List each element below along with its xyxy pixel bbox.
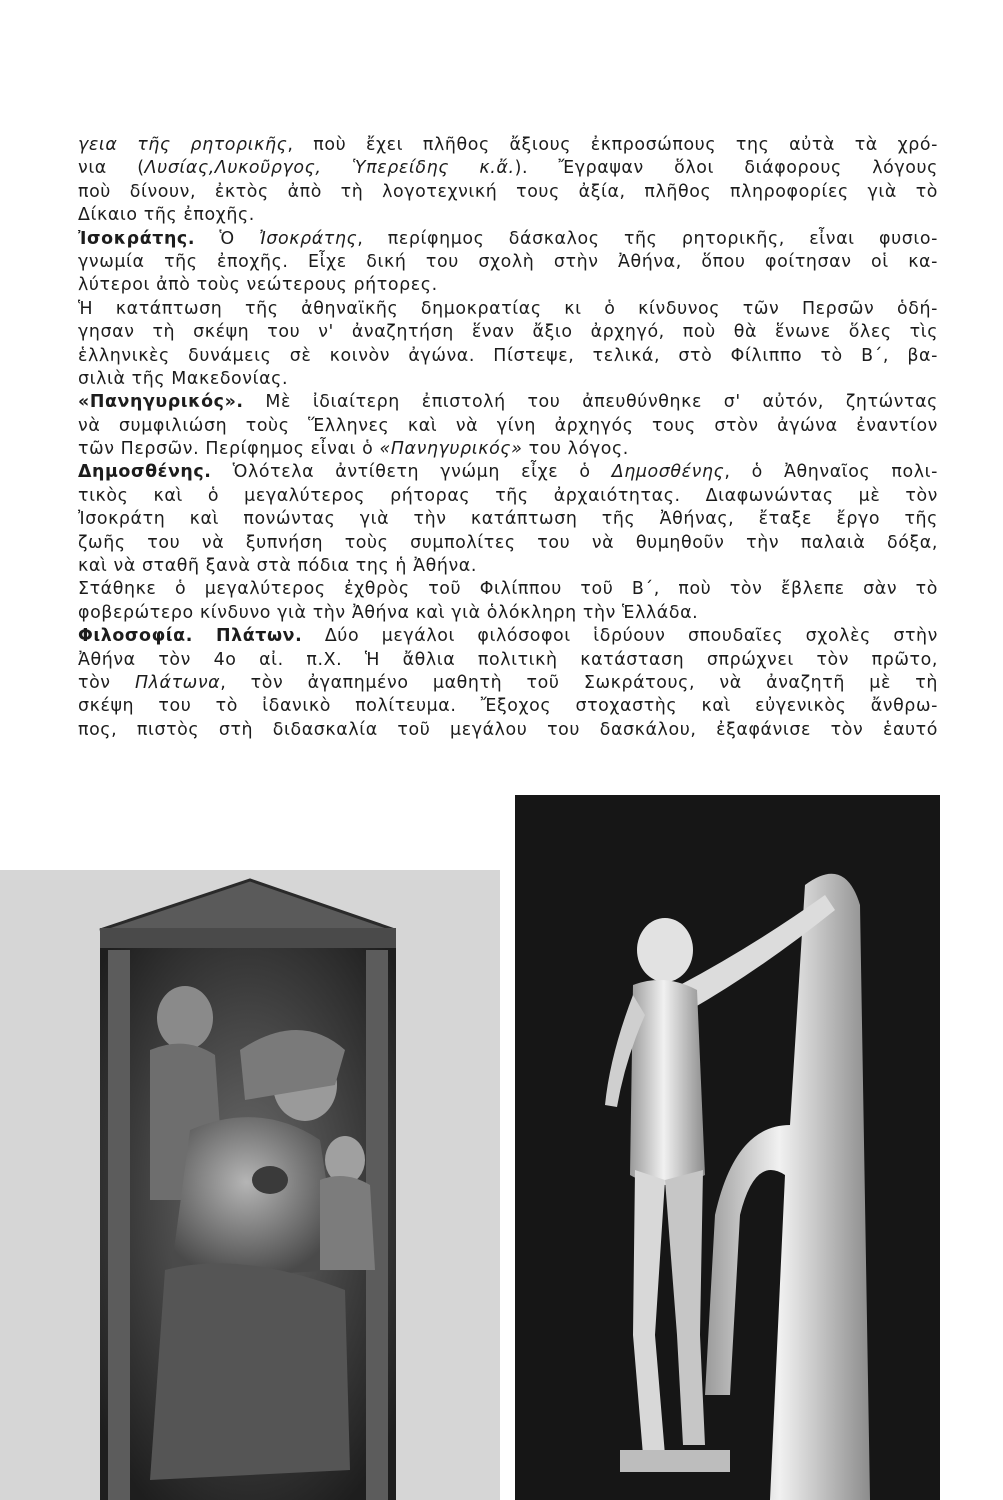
text-line: γεια τῆς ρητορικῆς, ποὺ ἔχει πλῆθος ἄξιους ἐκπροσώπους της αὐτὰ τὰ χρό- — [78, 135, 939, 155]
text-line: Φιλοσοφία. Πλάτων. Δύο μεγάλοι φιλόσοφοι ἱδρύουν σπουδαῖες σχολὲς στὴν — [78, 626, 938, 647]
section-heading: «Πανηγυρικός». — [78, 392, 244, 413]
section-heading: Δημοσθένης. — [78, 462, 212, 483]
text-line: γνωμία τῆς ἐποχῆς. Εἶχε δική του σχολὴ στὴν Ἀθήνα, ὅπου φοίτησαν οἱ κα- — [78, 251, 938, 272]
section-heading: Φιλοσοφία. Πλάτων. — [78, 626, 303, 647]
text-line: σιλιὰ τῆς Μακεδονίας. — [78, 368, 289, 389]
text-line: «Πανηγυρικός». Μὲ ἰδιαίτερη ἐπιστολή του ἀπευθύνθηκε σ' αὐτόν, ζητώντας — [78, 392, 938, 413]
text-line: τικὸς καὶ ὁ μεγαλύτερος ρήτορας τῆς ἀρχαιότητας. Διαφωνώντας μὲ τὸν — [78, 485, 938, 506]
text-line: νὰ συμφιλιώση τοὺς Ἕλληνες καὶ νὰ γίνη ἀρχηγός τους στὸν ἀγώνα ἐναντίον — [78, 415, 938, 436]
statue-illustration — [515, 795, 940, 1500]
text-line: Ἀθήνα τὸν 4ο αἰ. π.Χ. Ἡ ἄθλια πολιτικὴ κατάσταση σπρώχνει τὸν πρῶτο, — [78, 649, 938, 670]
text-line: σκέψη του τὸ ἰδανικὸ πολίτευμα. Ἔξοχος στοχαστὴς καὶ εὐγενικὸς ἄνθρω- — [78, 696, 938, 717]
text-line: ἑλληνικὲς δυνάμεις σὲ κοινὸν ἀγώνα. Πίστεψε, τελικά, στὸ Φίλιππο τὸ Β΄, βα- — [78, 345, 938, 366]
text-line: Στάθηκε ὁ μεγαλύτερος ἐχθρὸς τοῦ Φιλίππου τοῦ Β΄, ποὺ τὸν ἔβλεπε σὰν τὸ — [78, 579, 938, 600]
article-text — [78, 134, 938, 742]
text-line: τὸν Πλάτωνα, τὸν ἀγαπημένο μαθητὴ τοῦ Σωκράτους, νὰ ἀναζητῆ μὲ τὴ — [78, 672, 938, 693]
text-line: γησαν τὴ σκέψη του ν' ἀναζητήση ἕναν ἄξιο ἀρχηγό, ποὺ θὰ ἕνωνε ὅλες τὶς — [78, 322, 938, 343]
stele-illustration — [0, 870, 500, 1500]
text-line: τῶν Περσῶν. Περίφημος εἶναι ὁ «Πανηγυρικός» του λόγος. — [78, 439, 629, 460]
text-line: Δίκαιο τῆς ἐποχῆς. — [78, 205, 255, 226]
text-line: Δημοσθένης. Ὁλότελα ἀντίθετη γνώμη εἶχε ὁ Δημοσθένης, ὁ Ἀθηναῖος πολι- — [78, 462, 938, 483]
text-line: Ἰσοκράτης. Ὁ Ἰσοκράτης, περίφημος δάσκαλος τῆς ρητορικῆς, εἶναι φυσιο- — [78, 228, 938, 249]
text-line: Ἡ κατάπτωση τῆς ἀθηναϊκῆς δημοκρατίας κι ὁ κίνδυνος τῶν Περσῶν ὁδή- — [78, 298, 938, 319]
text-line: πος, πιστὸς στὴ διδασκαλία τοῦ μεγάλου του δασκάλου, ἐξαφάνισε τὸν ἑαυτό — [78, 719, 938, 740]
text-line: ζωῆς του νὰ ξυπνήση τοὺς συμπολίτες του νὰ θυμηθοῦν τὴν παλαιὰ δόξα, — [78, 532, 938, 553]
stele-relief-photo — [0, 870, 500, 1500]
text-line: φοβερώτερο κίνδυνο γιὰ τὴν Ἀθήνα καὶ γιὰ ὁλόκληρη τὴν Ἑλλάδα. — [78, 602, 699, 623]
statue-photo — [515, 795, 940, 1500]
text-line: νια (Λυσίας,Λυκοῦργος, Ὑπερείδης κ.ἄ.). Ἔγραψαν ὅλοι διάφορους λόγους — [78, 158, 938, 179]
section-heading: Ἰσοκράτης. — [78, 228, 196, 249]
text-line: λύτεροι ἀπὸ τοὺς νεώτερους ρήτορες. — [78, 275, 438, 296]
text-line: ποὺ δίνουν, ἐκτὸς ἀπὸ τὴ λογοτεχνική τους ἀξία, πλῆθος πληροφορίες γιὰ τὸ — [78, 181, 938, 202]
text-line: Ἰσοκράτη καὶ πονώντας γιὰ τὴν κατάπτωση τῆς Ἀθήνας, ἔταξε ἔργο τῆς — [78, 509, 938, 530]
text-line: καὶ νὰ σταθῆ ξανὰ στὰ πόδια της ἡ Ἀθήνα. — [78, 556, 477, 577]
